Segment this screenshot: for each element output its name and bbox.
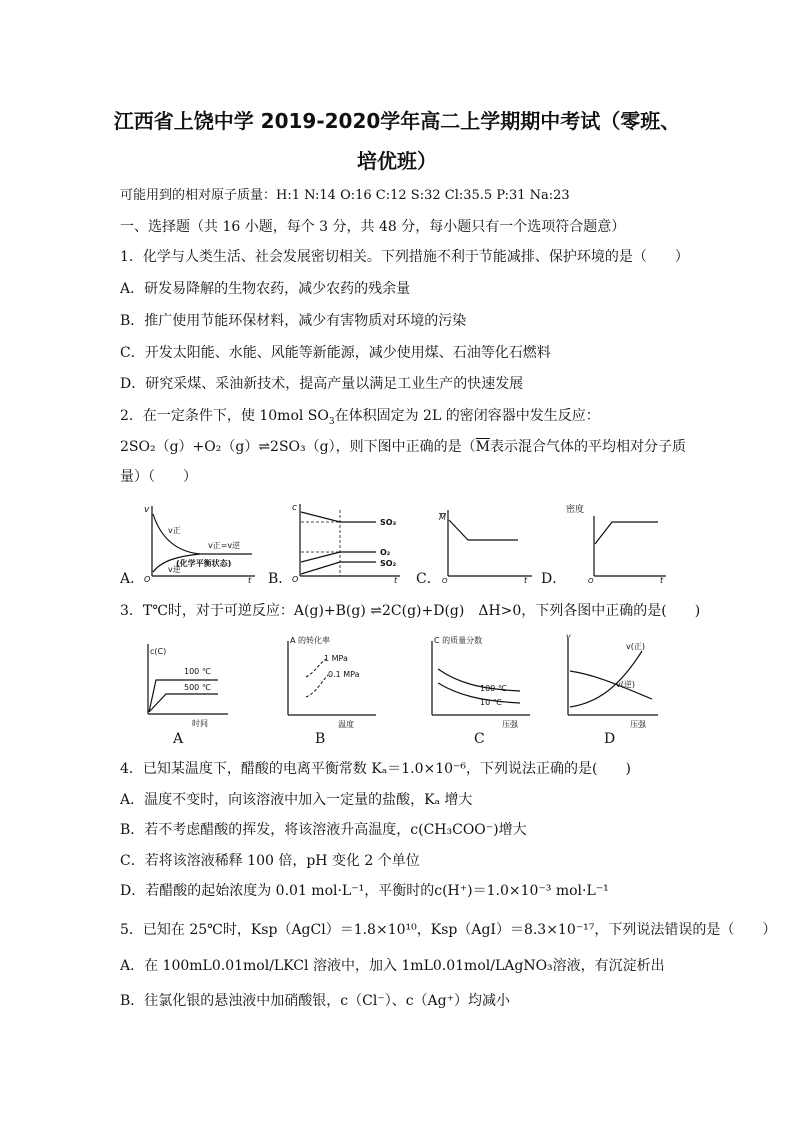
svg-text:SO₂: SO₂ <box>380 559 397 568</box>
svg-text:O: O <box>442 577 448 584</box>
svg-text:1 MPa: 1 MPa <box>324 654 348 663</box>
mean-molar-mass-symbol: $\overline{M}$ <box>475 439 490 455</box>
svg-text:C 的质量分数: C 的质量分数 <box>434 636 483 645</box>
section-heading: 一、选择题（共 16 小题，每个 3 分，共 48 分，每小题只有一个选项符合题意） <box>120 219 626 235</box>
q3-graph-d <box>562 633 662 731</box>
q3-stem: 3．T℃时，对于可逆反应：A(g)+B(g) ⇌2C(g)+D(g) ΔH>0，下列各图中正确的是( ) <box>120 603 701 619</box>
q2-graph-d <box>560 500 670 584</box>
svg-text:t: t <box>524 576 528 584</box>
q1-option-d: D．研究采煤、采油新技术，提高产量以满足工业生产的快速发展 <box>120 376 524 392</box>
q2-stem: 2．在一定条件下，使 10mol $SO_3$在体积固定为 2L 的密闭容器中发生反应： <box>120 408 600 427</box>
svg-text:压强: 压强 <box>630 720 646 729</box>
svg-text:M: M <box>439 513 446 522</box>
svg-text:t: t <box>660 576 664 584</box>
svg-text:0.1 MPa: 0.1 MPa <box>328 670 360 679</box>
svg-text:O: O <box>588 577 594 584</box>
q4-option-a: A．温度不变时，向该溶液中加入一定量的盐酸，Kₐ 增大 <box>120 792 473 808</box>
q3-caption-b: B <box>315 731 326 747</box>
svg-text:密度: 密度 <box>566 505 585 515</box>
q3-caption-c: C <box>474 731 485 747</box>
q4-stem: 4．已知某温度下，醋酸的电离平衡常数 Kₐ＝1.0×10⁻⁶，下列说法正确的是( ) <box>120 761 631 777</box>
page-title-line2: 培优班） <box>357 149 437 173</box>
series-label: v正 <box>168 526 181 535</box>
svg-text:t: t <box>248 576 252 584</box>
q1-option-c: C．开发太阳能、水能、风能等新能源，减少使用煤、石油等化石燃料 <box>120 345 551 361</box>
atomic-masses: 可能用到的相对原子质量：H:1 N:14 O:16 C:12 S:32 Cl:35.5 P:31 Na:23 <box>120 188 570 203</box>
q4-option-b: B．若不考虑醋酸的挥发，将该溶液升高温度，c(CH₃COO⁻)增大 <box>120 822 527 838</box>
svg-text:SO₃: SO₃ <box>380 518 397 527</box>
q4-option-c: C．若将该溶液稀释 100 倍，pH 变化 2 个单位 <box>120 853 420 869</box>
svg-text:O: O <box>292 575 299 584</box>
svg-text:500 ℃: 500 ℃ <box>184 683 211 692</box>
q5-option-b: B．往氯化银的悬浊液中加硝酸银，c（Cl⁻）、c（Ag⁺）均减小 <box>120 993 511 1009</box>
q3-graph-b <box>280 633 380 731</box>
q1-stem: 1．化学与人类生活、社会发展密切相关。下列措施不利于节能减排、保护环境的是（ ） <box>120 249 689 265</box>
svg-text:c: c <box>292 503 297 513</box>
page-title: 江西省上饶中学 2019-2020学年高二上学期期中考试（零班、 <box>113 109 681 133</box>
svg-text:O₂: O₂ <box>380 548 391 557</box>
svg-text:压强: 压强 <box>502 720 518 729</box>
annotation: v正=v逆 <box>208 541 241 550</box>
svg-text:100 ℃: 100 ℃ <box>184 667 211 676</box>
q2-equation: 2SO₂（g）+O₂（g）⇌2SO₃（g），则下图中正确的是（$\overline{M}$表示混合气体的平均相对分子质 <box>120 439 686 455</box>
q2-label-d: D． <box>541 571 567 587</box>
annotation: (化学平衡状态) <box>176 559 232 568</box>
q3-graph-c <box>424 633 536 731</box>
axis-label: v <box>144 505 150 515</box>
svg-text:v: v <box>566 633 571 641</box>
q1-option-a: A．研发易降解的生物农药，减少农药的残余量 <box>120 281 411 297</box>
svg-text:10 ℃: 10 ℃ <box>480 698 502 707</box>
svg-text:100 ℃: 100 ℃ <box>480 684 507 693</box>
svg-text:温度: 温度 <box>338 720 354 729</box>
q2-label-a: A． <box>120 571 145 587</box>
svg-text:A 的转化率: A 的转化率 <box>290 636 331 645</box>
svg-text:c(C): c(C) <box>150 647 167 656</box>
svg-text:t: t <box>394 576 398 584</box>
q2-label-c: C． <box>416 571 441 587</box>
svg-text:v(逆): v(逆) <box>616 680 635 689</box>
q5-stem: 5．已知在 25℃时，Ksp（AgCl）＝1.8×10¹⁰，Ksp（AgI）＝8.3×10⁻¹⁷，下列说法错误的是（ ） <box>120 922 777 938</box>
q2-graph-c <box>436 506 536 584</box>
q3-caption-a: A <box>173 731 184 747</box>
q1-option-b: B．推广使用节能环保材料，减少有害物质对环境的污染 <box>120 313 467 329</box>
svg-text:O: O <box>144 575 151 584</box>
q5-option-a: A．在 100mL0.01mol/LKCl 溶液中，加入 1mL0.01mol/LAgNO₃溶液，有沉淀析出 <box>120 958 665 974</box>
q2-label-b: B． <box>268 571 293 587</box>
q3-caption-d: D <box>604 731 616 747</box>
q4-option-d: D．若醋酸的起始浓度为 0.01 mol·L⁻¹，平衡时的c(H⁺)＝1.0×10⁻³ mol·L⁻¹ <box>120 883 609 899</box>
series-label: v逆 <box>168 565 181 574</box>
q2-equation-tail: 量）（ ） <box>120 469 197 485</box>
q2-graph-b <box>288 500 408 584</box>
q2-graph-a <box>140 502 260 584</box>
svg-text:v(正): v(正) <box>626 642 645 651</box>
q3-graph-a <box>140 640 230 730</box>
svg-text:时间: 时间 <box>192 719 208 728</box>
